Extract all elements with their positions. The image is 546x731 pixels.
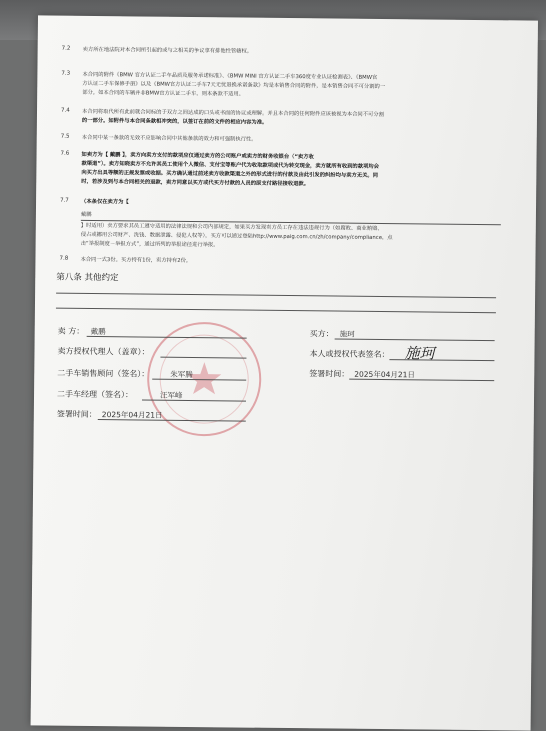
buyer-name: 施珂 xyxy=(339,329,355,339)
clause-number: 7.3 xyxy=(61,70,71,77)
consultant-label: 二手车销售顾问（签名）： xyxy=(57,368,150,379)
seller-name: 戴鹏 xyxy=(90,326,106,337)
seller-rep-label: 卖方授权代理人（盖章）： xyxy=(57,346,150,357)
clause-7-3-line: 方认证二手车保修手册》以及《BMW官方认证二手车7天无忧退换承诺条款》均是本销售合同的附件，是本销售合同不可分割的一 xyxy=(82,80,386,91)
manager-name: 汪军峰 xyxy=(159,390,183,400)
contract-page xyxy=(31,15,538,730)
clause-7-7-line: 侵占或挪用公司财产、洗钱、数据泄露、侵犯人权等），买方可以通过登陆http://www.paig.com.cn/zh/company/compliance，点 xyxy=(80,231,393,242)
clause-7-7-seller-name: 戴鹏 xyxy=(80,211,92,218)
signature-line xyxy=(335,339,495,342)
signature-line xyxy=(349,379,494,382)
clause-7-4-line: 本合同将取代所有此前就合同标的于双方之间达成的口头或书面的协议或理解。并且本合同的任何附件应该被视为本合同不可分割 xyxy=(81,108,384,119)
clause-7-2-text: 卖方所在地法院对本合同所引起的或与之相关的争议享有排他性管辖权。 xyxy=(82,46,253,55)
clause-7-6-line: 款渠道”）。卖方知晓卖方不允许其员工使用个人微信、支付宝等账户代为收取款项或代为转交现金，卖方就所有收到的款项均会 xyxy=(81,160,379,170)
article-heading: 第八条 其他约定 xyxy=(56,272,119,284)
clause-7-5-text: 本合同中某一条款的无效不应影响合同中其他条款的效力和可强制执行性。 xyxy=(81,134,257,143)
clause-number: 7.4 xyxy=(60,107,70,114)
clause-number: 7.7 xyxy=(60,197,69,204)
seller-label: 卖 方： xyxy=(57,326,85,336)
consultant-name: 朱军腾 xyxy=(170,369,193,380)
manager-label: 二手车经理（签名）： xyxy=(57,389,134,400)
buyer-rep-label: 本人或授权代表签名： xyxy=(309,349,390,360)
seller-date: 2025年04月21日 xyxy=(101,410,163,420)
clause-7-6-line: 如卖方为【 戴鹏 】，卖方向卖方支付的款项应仅通过卖方的公司账户或卖方的财务收银台（“卖方收 xyxy=(81,151,314,161)
clause-number: 7.5 xyxy=(60,133,70,140)
clause-7-6-line: 向买方出具等额的正规发票或收据。买方确认通过前述卖方收款渠道之外的形式进行的付款及由此引发的纠纷均与卖方无关。同 xyxy=(81,169,379,179)
buyer-date-label: 签署时间： xyxy=(309,369,350,379)
clause-7-7-line: 击“举报制度－举报方式”，通过所列的举报途径进行举报。 xyxy=(80,240,219,249)
blank-line xyxy=(56,293,496,299)
buyer-label: 买方： xyxy=(309,329,334,339)
clause-number: 7.6 xyxy=(60,150,70,157)
clause-7-7-line: （本条仅在卖方为【 xyxy=(81,198,129,206)
clause-7-7-line: 】时适用）卖方要求其员工遵守适用的法律法规和公司内部规定，如果买方发现卖方员工存在违法违规行为（如腐败、商业贿赂、 xyxy=(80,222,383,233)
blank-line xyxy=(56,308,496,314)
buyer-handwritten-signature: 施珂 xyxy=(404,344,435,363)
buyer-date: 2025年04月21日 xyxy=(354,369,416,380)
clause-7-8-text: 本合同一式3份。买方持有1份，卖方持有2份。 xyxy=(80,256,192,264)
seller-date-label: 签署时间： xyxy=(56,409,97,420)
clause-7-4-line: 的一部分。如附件与本合同条款相冲突的，以签订在前的文件的相应内容为准。 xyxy=(81,117,268,126)
clause-7-6-line: 时，若涉及到与本合同相关的退款，卖方同意以买方或代买方付款的人员的原支付路径接收退款。 xyxy=(81,178,310,188)
clause-7-3-line: 部分。如本合同的车辆并非BMW官方认证二手车，则本条款不适用。 xyxy=(82,89,244,98)
clause-7-3-line: 本合同的附件《BMW 官方认证二手车品质及服务承诺标准》、《BMW MINI 官方认证二手车360度专业认证检测表》、《BMW官 xyxy=(82,71,378,81)
clause-number: 7.8 xyxy=(59,255,69,262)
clause-number: 7.2 xyxy=(61,45,71,52)
